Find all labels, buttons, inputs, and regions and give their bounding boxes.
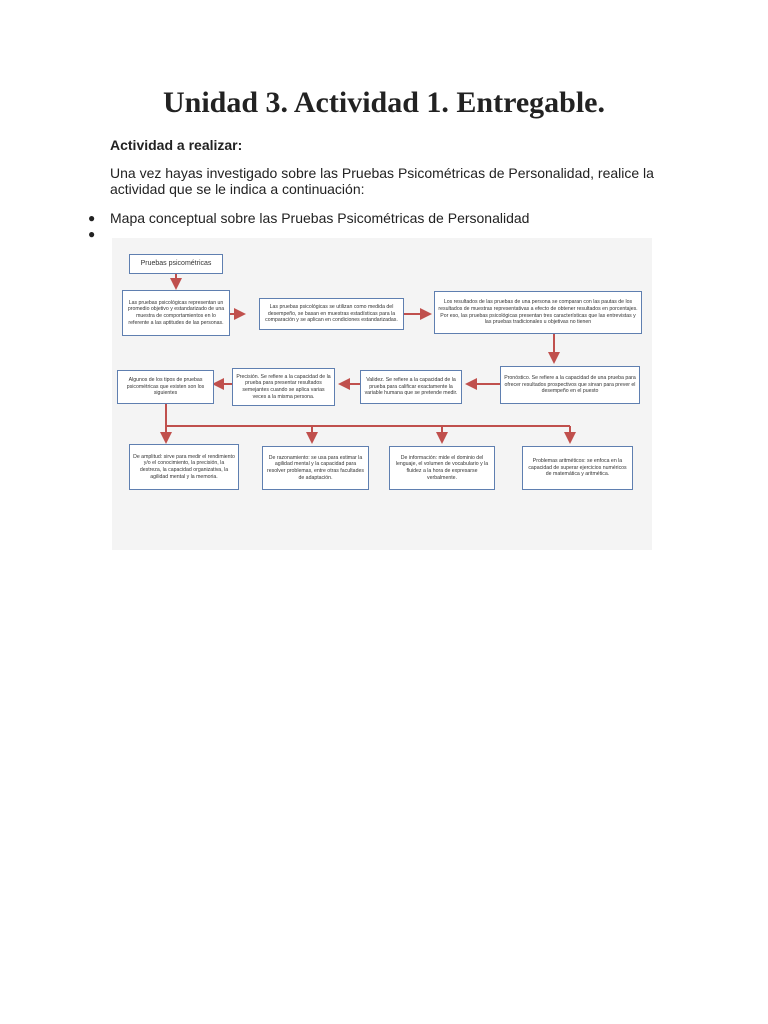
node-precision: Precisión. Se refiere a la capacidad de la prueba para presentar resultados semejantes cuando se aplica varias veces a la misma persona. bbox=[232, 368, 335, 406]
node-tipos: Algunos de los tipos de pruebas psicométricas que existen son los siguientes bbox=[117, 370, 214, 404]
node-amplitud: De amplitud: sirve para medir el rendimiento y/o el conocimiento, la precisión, la destreza, la capacidad organizativa, la agilidad mental y la memoria. bbox=[129, 444, 239, 490]
node-informacion: De información: mide el dominio del lenguaje, el volumen de vocabulario y la fluidez a la hora de expresarse verbalmente. bbox=[389, 446, 495, 490]
activity-instructions: Una vez hayas investigado sobre las Pruebas Psicométricas de Personalidad, realice la actividad que se le indica a continuación: bbox=[110, 165, 654, 197]
concept-map bbox=[112, 238, 652, 550]
list-item bbox=[88, 210, 529, 226]
activity-subheading: Actividad a realizar: bbox=[110, 137, 243, 153]
node-validez: Validez. Se refiere a la capacidad de la prueba para calificar exactamente la variable humana que se pretende medir. bbox=[360, 370, 462, 404]
bullet-icon: ● bbox=[88, 227, 96, 241]
node-medida: Las pruebas psicológicas se utilizan como medida del desempeño, se basan en muestras estadísticas para la comparación y se aplican en condiciones estandarizadas. bbox=[259, 298, 404, 330]
node-pruebas-psicometricas: Pruebas psicométricas bbox=[129, 254, 223, 274]
list-item-text: Mapa conceptual sobre las Pruebas Psicométricas de Personalidad bbox=[110, 210, 530, 226]
node-razonamiento: De razonamiento: se usa para estimar la agilidad mental y la capacidad para resolver problemas, entre otras facultades de adaptación. bbox=[262, 446, 369, 490]
node-resultados: Los resultados de las pruebas de una persona se comparan con las pautas de los resultados de muestras representativas a efecto de obtener resultados en porcentajes. Por eso, las pruebas psicológicas presentan tres características que las entrevistas y las pruebas tradicionales u objetivas no tienen bbox=[434, 291, 642, 334]
node-aritmeticos: Problemas aritméticos: se enfoca en la capacidad de superar ejercicios numéricos de matemática y aritmética. bbox=[522, 446, 633, 490]
page-title: Unidad 3. Actividad 1. Entregable. bbox=[162, 86, 606, 119]
node-definicion: Las pruebas psicológicas representan un promedio objetivo y estandarizado de una muestra de comportamientos en lo referente a las aptitudes de las personas. bbox=[122, 290, 230, 336]
bullet-icon: ● bbox=[88, 211, 96, 225]
node-pronostico: Pronóstico. Se refiere a la capacidad de una prueba para ofrecer resultados prospectivos que sirvan para prever el desempeño en el puesto bbox=[500, 366, 640, 404]
